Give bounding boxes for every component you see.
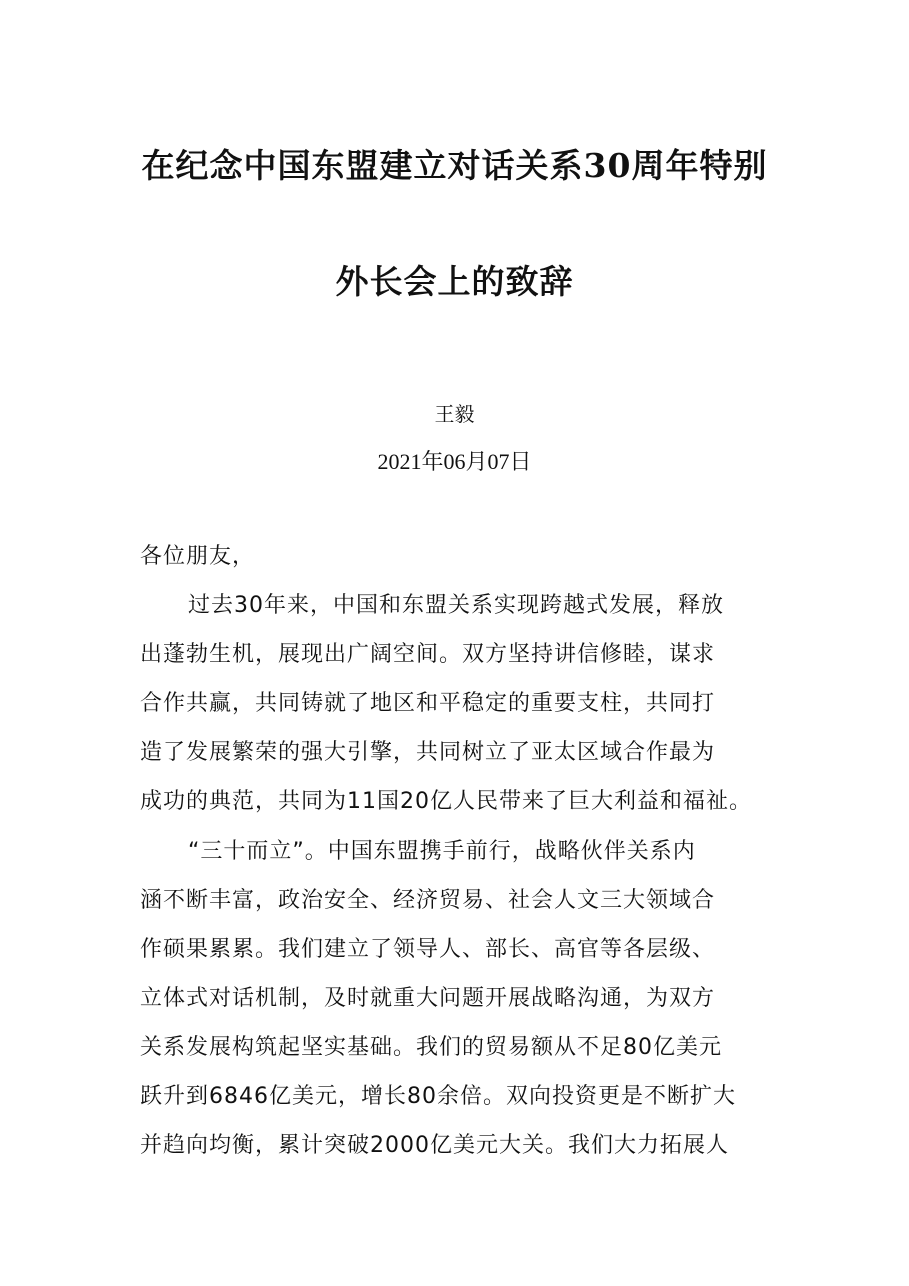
body-line: 关系发展构筑起坚实基础。我们的贸易额从不足80亿美元 xyxy=(140,1035,722,1060)
body-line: 过去30年来，中国和东盟关系实现跨越式发展，释放 xyxy=(188,593,724,618)
author: 王毅 xyxy=(434,402,475,426)
body-line: “三十而立”。中国东盟携手前行，战略伙伴关系内 xyxy=(188,839,696,864)
body-line: 跃升到6846亿美元，增长80余倍。双向投资更是不断扩大 xyxy=(140,1084,736,1109)
body-line: 出蓬勃生机，展现出广阔空间。双方坚持讲信修睦，谋求 xyxy=(140,642,716,667)
body-line: 作硕果累累。我们建立了领导人、部长、高官等各层级、 xyxy=(140,937,716,962)
body-line: 造了发展繁荣的强大引擎，共同树立了亚太区域合作最为 xyxy=(140,740,716,765)
body-line: 成功的典范，共同为11国20亿人民带来了巨大利益和福祉。 xyxy=(140,789,752,814)
title-line-1: 在纪念中国东盟建立对话关系30周年特别 xyxy=(141,146,768,185)
date: 2021年06月07日 xyxy=(377,449,532,474)
body-line: 立体式对话机制，及时就重大问题开展战略沟通，为双方 xyxy=(140,986,716,1011)
body-line: 并趋向均衡，累计突破2000亿美元大关。我们大力拓展人 xyxy=(140,1133,729,1158)
body-line: 涵不断丰富，政治安全、经济贸易、社会人文三大领域合 xyxy=(140,888,716,913)
body-line: 合作共赢，共同铸就了地区和平稳定的重要支柱，共同打 xyxy=(140,691,716,716)
title-line-2: 外长会上的致辞 xyxy=(335,262,574,301)
salutation: 各位朋友， xyxy=(140,544,256,569)
